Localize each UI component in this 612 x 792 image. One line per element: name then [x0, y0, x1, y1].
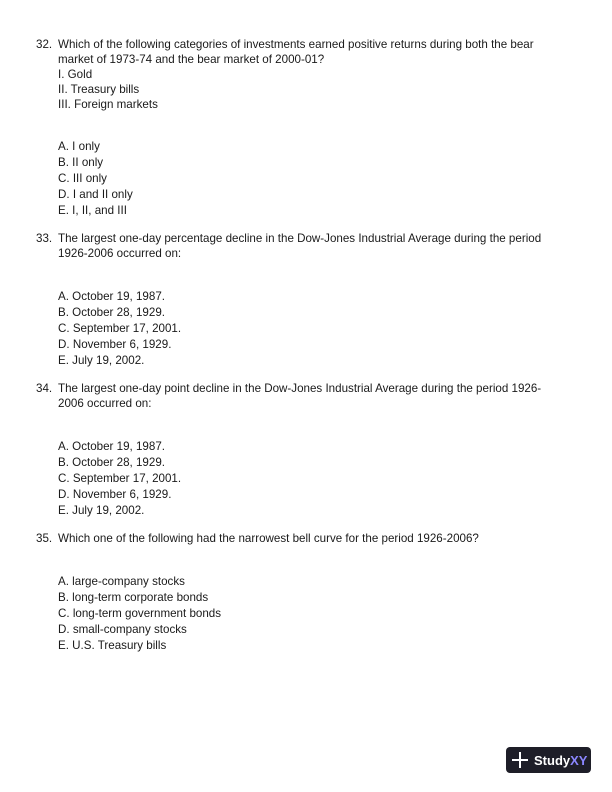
question-text-line: The largest one-day point decline in the Dow-Jones Industrial Average during the period 1926-: [58, 382, 542, 395]
question-text-line: 1926-2006 occurred on:: [58, 247, 182, 260]
question-text-line: market of 1973-74 and the bear market of 2000-01?: [58, 53, 325, 66]
answer-option[interactable]: E. July 19, 2002.: [58, 504, 145, 517]
roman-item: I. Gold: [58, 68, 93, 81]
answer-option[interactable]: E. July 19, 2002.: [58, 354, 145, 367]
roman-item: II. Treasury bills: [58, 83, 140, 96]
question-text-line: Which of the following categories of investments earned positive returns during both the bear: [58, 38, 534, 51]
answer-option[interactable]: C. September 17, 2001.: [58, 322, 182, 335]
question-33: [36, 231, 576, 261]
answer-option[interactable]: A. October 19, 1987.: [58, 440, 165, 453]
question-number: 32.: [36, 38, 53, 51]
brand-logo-text: [534, 753, 587, 768]
answer-option[interactable]: D. November 6, 1929.: [58, 488, 172, 501]
answer-option[interactable]: A. October 19, 1987.: [58, 290, 165, 303]
brand-accent: XY: [570, 752, 588, 768]
answer-option[interactable]: C. September 17, 2001.: [58, 472, 182, 485]
answer-option[interactable]: B. October 28, 1929.: [58, 306, 165, 319]
answer-option[interactable]: D. November 6, 1929.: [58, 338, 172, 351]
options-32: [58, 139, 133, 219]
question-number: 33.: [36, 232, 53, 245]
question-number: 35.: [36, 532, 53, 545]
answer-option[interactable]: D. small-company stocks: [58, 623, 187, 636]
answer-option[interactable]: B. October 28, 1929.: [58, 456, 165, 469]
question-35: [36, 531, 576, 546]
answer-option[interactable]: D. I and II only: [58, 188, 133, 201]
question-34: [36, 381, 576, 411]
question-text-line: 2006 occurred on:: [58, 397, 152, 410]
answer-option[interactable]: A. large-company stocks: [58, 575, 185, 588]
answer-option[interactable]: B. long-term corporate bonds: [58, 591, 209, 604]
question-number: 34.: [36, 382, 53, 395]
answer-option[interactable]: C. long-term government bonds: [58, 607, 222, 620]
question-text-line: The largest one-day percentage decline in the Dow-Jones Industrial Average during the period: [58, 232, 542, 245]
answer-option[interactable]: A. I only: [58, 140, 100, 153]
roman-item: III. Foreign markets: [58, 98, 158, 111]
question-32: [36, 37, 576, 112]
brand-name: Study: [534, 752, 571, 768]
options-35: [58, 574, 221, 654]
options-34: [58, 439, 181, 519]
answer-option[interactable]: B. II only: [58, 156, 104, 169]
answer-option[interactable]: E. I, II, and III: [58, 204, 127, 217]
answer-option[interactable]: E. U.S. Treasury bills: [58, 639, 167, 652]
studyxy-badge[interactable]: [506, 747, 591, 773]
question-text-line: Which one of the following had the narrowest bell curve for the period 1926-2006?: [58, 532, 479, 545]
plus-icon: [512, 752, 528, 768]
answer-option[interactable]: C. III only: [58, 172, 107, 185]
options-33: [58, 289, 181, 369]
